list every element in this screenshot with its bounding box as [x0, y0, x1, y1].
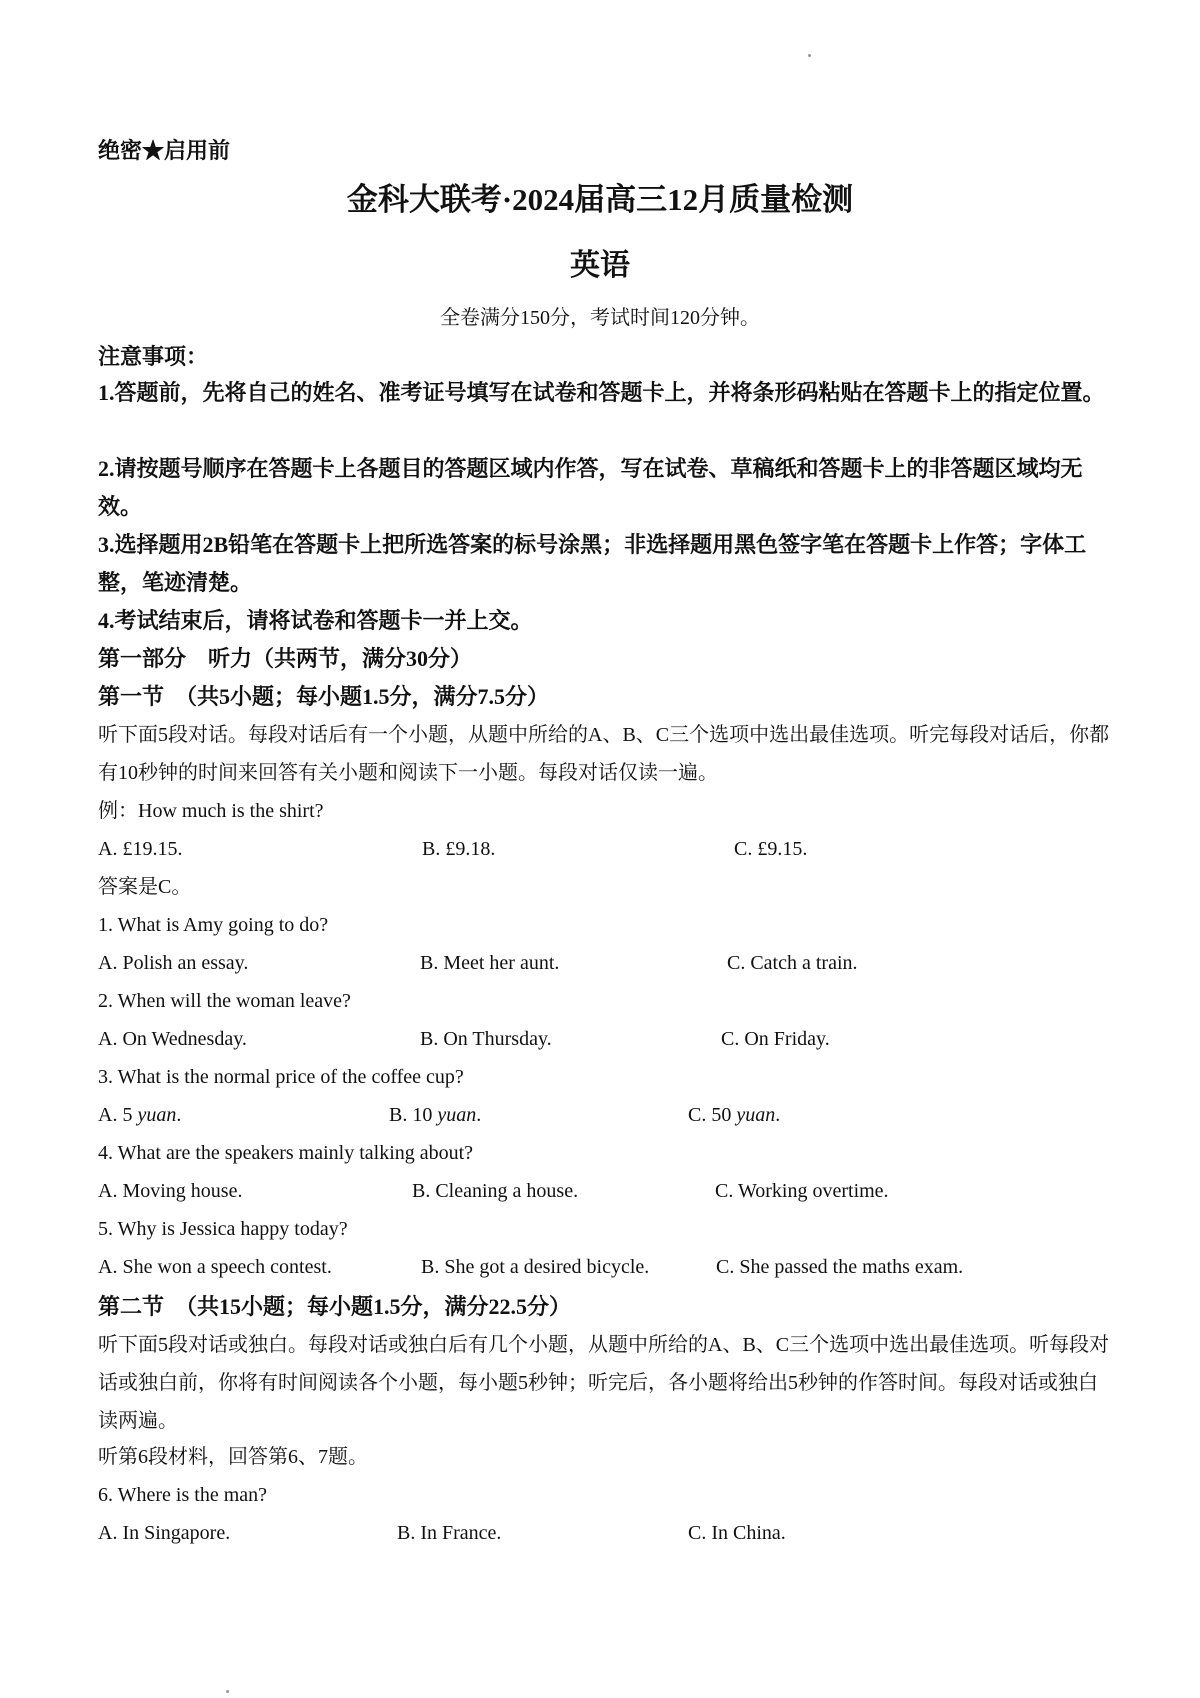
q2-option-b: B. On Thursday. — [420, 1028, 552, 1050]
example-option-b: B. £9.18. — [422, 838, 496, 860]
part1-heading: 第一部分 听力（共两节，满分30分） — [98, 646, 473, 671]
notes-heading: 注意事项： — [98, 344, 209, 369]
example-question: 例：How much is the shirt? — [98, 800, 324, 822]
q3-option-c: C. 50 yuan. — [688, 1104, 781, 1126]
q5-option-c: C. She passed the maths exam. — [716, 1256, 964, 1278]
question-5: 5. Why is Jessica happy today? — [98, 1218, 348, 1240]
note-item-2: 2.请按题号顺序在答题卡上各题目的答题区域内作答，写在试卷、草稿纸和答题卡上的非答题区域均无效。 — [98, 456, 1083, 519]
example-answer: 答案是C。 — [98, 876, 192, 898]
scan-speck — [808, 54, 811, 57]
q1-option-a: A. Polish an essay. — [98, 952, 249, 974]
section2-instructions: 听下面5段对话或独白。每段对话或独白后有几个小题，从题中所给的A、B、C三个选项中选出最佳选项。听每段对话或独白前，你将有时间阅读各个小题，每小题5秒钟；听完后，各小题将给出5秒钟的作答时间。每段对话或独白读两遍。 — [98, 1334, 1110, 1432]
q5-option-a: A. She won a speech contest. — [98, 1256, 332, 1278]
q1-option-b: B. Meet her aunt. — [420, 952, 560, 974]
q4-option-a: A. Moving house. — [98, 1180, 243, 1202]
q3-option-a: A. 5 yuan. — [98, 1104, 182, 1126]
question-6: 6. Where is the man? — [98, 1484, 268, 1506]
note-item-3: 3.选择题用2B铅笔在答题卡上把所选答案的标号涂黑；非选择题用黑色签字笔在答题卡上作答；字体工整，笔迹清楚。 — [98, 532, 1087, 595]
q6-option-c: C. In China. — [688, 1522, 786, 1544]
section2-heading: 第二节 （共15小题；每小题1.5分，满分22.5分） — [98, 1294, 572, 1319]
scan-speck — [226, 1690, 229, 1693]
question-2: 2. When will the woman leave? — [98, 990, 351, 1012]
example-option-c: C. £9.15. — [734, 838, 808, 860]
q2-option-c: C. On Friday. — [721, 1028, 830, 1050]
note-item-1: 1.答题前，先将自己的姓名、准考证号填写在试卷和答题卡上，并将条形码粘贴在答题卡上的指定位置。 — [98, 380, 1105, 405]
confidential-mark: 绝密★启用前 — [98, 138, 231, 163]
question-4: 4. What are the speakers mainly talking about? — [98, 1142, 474, 1164]
exam-info: 全卷满分150分，考试时间120分钟。 — [440, 307, 760, 329]
question-1: 1. What is Amy going to do? — [98, 914, 329, 936]
example-option-a: A. £19.15. — [98, 838, 183, 860]
q6-option-b: B. In France. — [397, 1522, 502, 1544]
note-item-4: 4.考试结束后，请将试卷和答题卡一并上交。 — [98, 608, 533, 633]
exam-title: 金科大联考·2024届高三12月质量检测 — [346, 182, 854, 217]
material-6-intro: 听第6段材料，回答第6、7题。 — [98, 1446, 368, 1468]
q6-option-a: A. In Singapore. — [98, 1522, 231, 1544]
section1-instructions: 听下面5段对话。每段对话后有一个小题，从题中所给的A、B、C三个选项中选出最佳选项。听完每段对话后，你都有10秒钟的时间来回答有关小题和阅读下一小题。每段对话仅读一遍。 — [98, 724, 1110, 784]
q5-option-b: B. She got a desired bicycle. — [421, 1256, 650, 1278]
q1-option-c: C. Catch a train. — [727, 952, 858, 974]
q4-option-c: C. Working overtime. — [715, 1180, 889, 1202]
q4-option-b: B. Cleaning a house. — [412, 1180, 579, 1202]
subject-title: 英语 — [570, 249, 630, 282]
question-3: 3. What is the normal price of the coffee cup? — [98, 1066, 464, 1088]
section1-heading: 第一节 （共5小题；每小题1.5分，满分7.5分） — [98, 684, 550, 709]
q2-option-a: A. On Wednesday. — [98, 1028, 247, 1050]
q3-option-b: B. 10 yuan. — [389, 1104, 482, 1126]
